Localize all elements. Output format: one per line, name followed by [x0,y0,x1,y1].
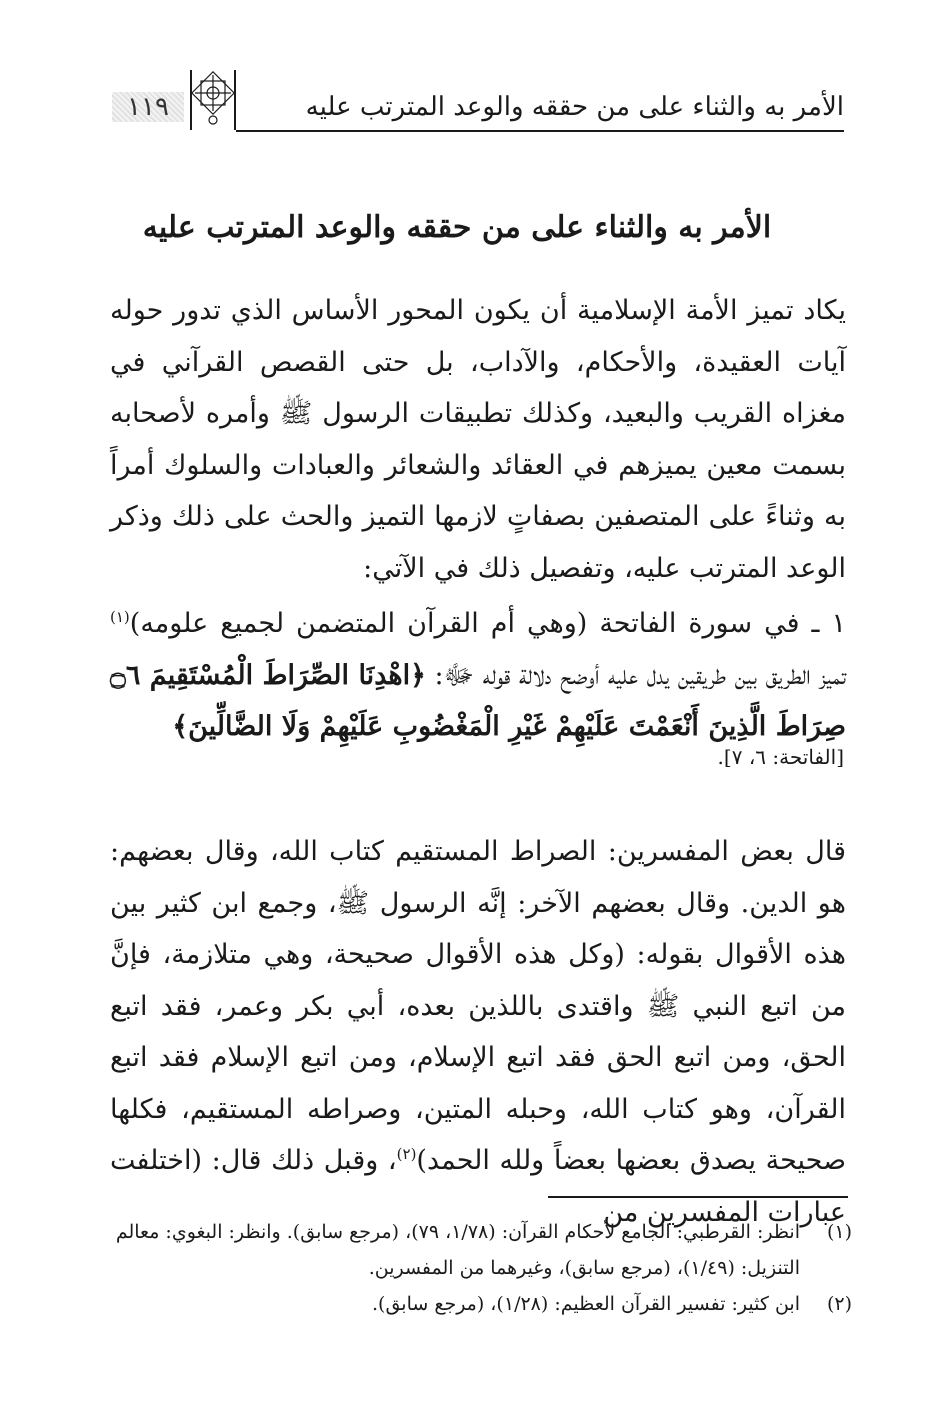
running-header [108,70,844,134]
footnote-item [100,1286,852,1322]
footnote-text: ابن كثير: تفسير القرآن العظيم: (١/٢٨)، (مرجع سابق). [372,1293,800,1315]
paragraph-commentary [110,826,846,1238]
ornament-icon [190,70,236,130]
paragraph-fatiha [110,598,846,753]
paragraph-intro: يكاد تميز الأمة الإسلامية أن يكون المحور الأساس الذي تدور حوله آيات العقيدة، والأحكام، والآداب، بل حتى القصص القرآني في مغزاه القريب والبعيد، وكذلك تطبيقات الرسول ﷺ وأمره لأصحابه بسمت معين يميزهم في العقائد والشعائر والعبادات والسلوك أمراً به وثناءً على المتصفين بصفاتٍ لازمها التميز والحث على ذلك وذكر الوعد المترتب عليه، وتفصيل ذلك في الآتي: [110,295,846,584]
footnote-marker-2[interactable]: (٢) [396,1145,417,1163]
commentary-text: قال بعض المفسرين: الصراط المستقيم كتاب الله، وقال بعضهم: هو الدين. وقال بعضهم الآخر: إنَّه الرسول ﷺ، وجمع ابن كثير بين هذه الأقوال بقوله: (وكل هذه الأقوال صحيحة، وهي متلازمة، فإنَّ من اتبع النبي ﷺ واقتدى باللذين بعده، أبي بكر وعمر، فقد اتبع الحق، ومن اتبع الحق فقد اتبع الإسلام، ومن اتبع الإسلام فقد اتبع القرآن، وهو كتاب الله، وحبله المتين، وصراطه المستقيم، فكلها صحيحة يصدق بعضها بعضاً ولله الحمد) [110,836,847,1176]
commentary-continuation: ، وقبل ذلك قال: (اختلفت عبارات المفسرين من [110,1145,846,1228]
header-rule [236,130,844,132]
footnote-number: (١) [826,1221,852,1243]
quran-verse: ﴿اهْدِنَا الصِّرَاطَ الْمُسْتَقِيمَ ۝٦ صِرَاطَ الَّذِينَ أَنْعَمْتَ عَلَيْهِمْ غَيْرِ الْمَغْضُوبِ عَلَيْهِمْ وَلَا الضَّالِّينَ﴾ [110,659,846,742]
footnotes [100,1214,852,1322]
verse-reference: [الفاتحة: ٦، ٧]. [717,745,844,769]
footnote-separator [548,1196,848,1198]
footnote-text: انظر: القرطبي: الجامع لأحكام القرآن: (١/٧٨، ٧٩)، (مرجع سابق). وانظر: البغوي: معالم التنزيل: (١/٤٩)، (مرجع سابق)، وغيرهما من المفسرين. [115,1221,800,1279]
section-title: الأمر به والثناء على من حققه والوعد المترتب عليه [142,210,772,245]
point-text: تميز الطريق بين طريقين يدل عليه أوضح دلالة قوله ﷻ: [425,659,846,691]
page-number: ١١٩ [112,92,184,122]
footnote-item [100,1214,852,1286]
footnote-number: (٢) [826,1293,852,1315]
footnote-marker-1[interactable]: (١) [110,608,130,626]
running-title: الأمر به والثناء على من حققه والوعد المترتب عليه [305,92,844,122]
point-lead: ١ ـ في سورة الفاتحة (وهي أم القرآن المتضمن لجميع علومه) [129,608,846,639]
